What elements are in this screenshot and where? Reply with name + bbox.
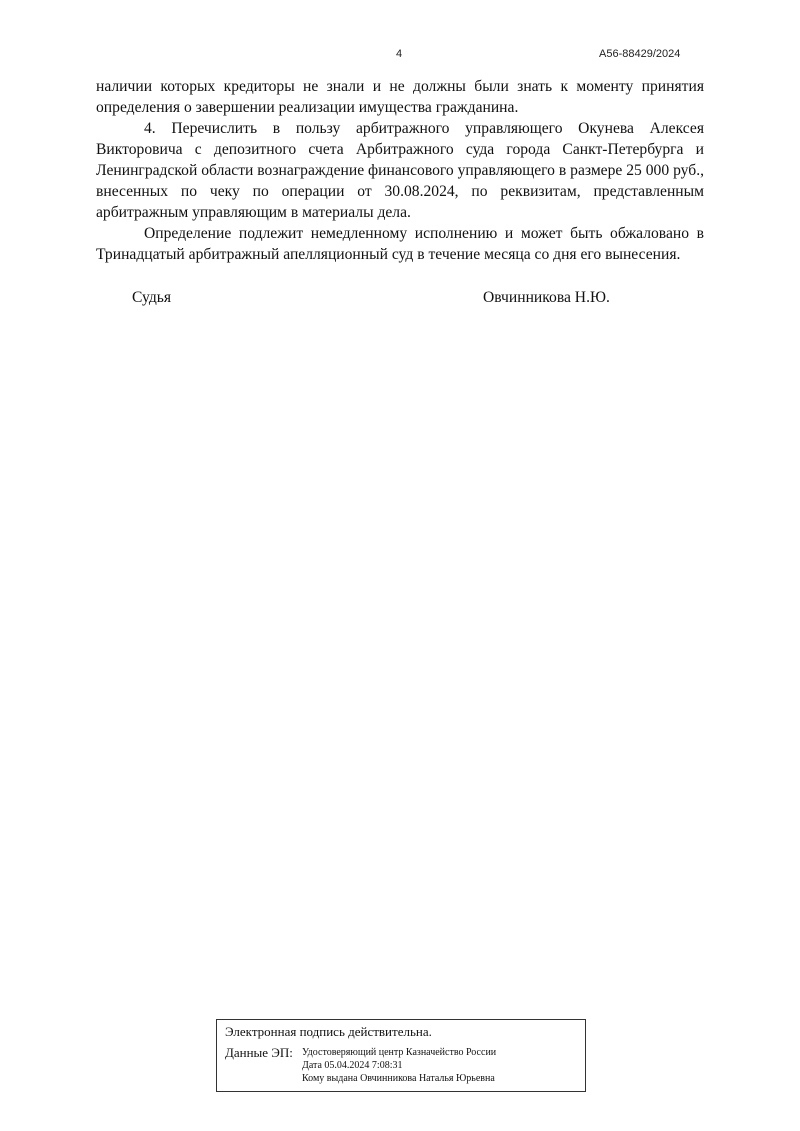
signature-issued-to: Кому выдана Овчинникова Наталья Юрьевна [302, 1073, 495, 1084]
paragraph-3: Определение подлежит немедленному исполнению и может быть обжаловано в Тринадцатый арбитражный апелляционный суд в течение месяца со дня его вынесения. [96, 225, 704, 263]
paragraph-2: 4. Перечислить в пользу арбитражного управляющего Окунева Алексея Викторовича с депозитного счета Арбитражного суда города Санкт-Петербурга и Ленинградской области вознаграждение финансового управляющего в размере 25 000 руб., внесенных по чеку по операции от 30.08.2024, по реквизитам, представленным арбитражным управляющим в материалы дела. [96, 120, 704, 221]
case-number: А56-88429/2024 [599, 48, 681, 60]
page-number: 4 [396, 48, 403, 60]
paragraph-1: наличии которых кредиторы не знали и не должны были знать к моменту принятия определения о завершении реализации имущества гражданина. [96, 78, 704, 116]
signature-issuer: Удостоверяющий центр Казначейство России [302, 1047, 497, 1058]
judge-role-label: Судья [132, 289, 172, 306]
signature-details [302, 1046, 496, 1085]
document-body [96, 76, 704, 265]
signature-date: Дата 05.04.2024 7:08:31 [302, 1060, 403, 1071]
judge-name: Овчинникова Н.Ю. [483, 289, 610, 306]
signature-valid-text: Электронная подпись действительна. [225, 1024, 432, 1039]
electronic-signature-stamp [216, 1019, 586, 1092]
signature-data-label: Данные ЭП: [225, 1045, 293, 1060]
